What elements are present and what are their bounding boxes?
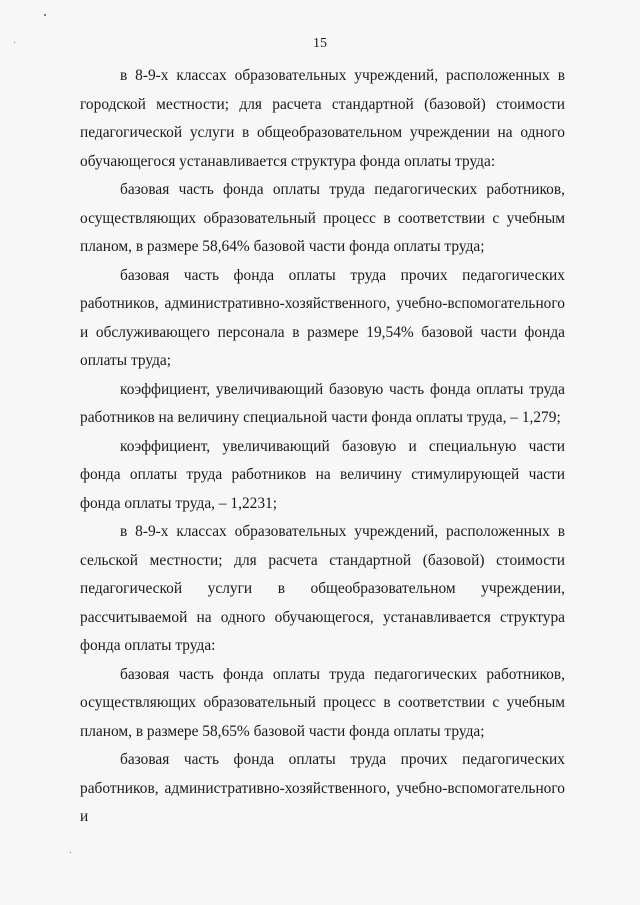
scan-speck [70, 852, 71, 853]
paragraph: базовая часть фонда оплаты труда педагогических работников, осуществляющих образовательный процесс в соответствии с учебным планом, в размере 58,64% базовой части фонда оплаты труда; [80, 181, 565, 255]
paragraph: в 8-9-х классах образовательных учреждений, расположенных в сельской местности; для расчета стандартной (базовой) стоимости педагогической услуги в общеобразовательном учреждении, рассчитываемой на одного обучающегося, устанавливается структура фонда оплаты труда: [80, 523, 565, 654]
paragraph: коэффициент, увеличивающий базовую и специальную части фонда оплаты труда работников на величину стимулирующей части фонда оплаты труда, – 1,2231; [80, 437, 565, 512]
page-number: 15 [313, 36, 327, 51]
document-body [80, 62, 565, 832]
scan-speck [44, 14, 46, 16]
paragraph: в 8-9-х классах образовательных учреждений, расположенных в городской местности; для расчета стандартной (базовой) стоимости педагогической услуги в общеобразовательном учреждении на одного обучающегося устанавливается структура фонда оплаты труда: [80, 67, 565, 170]
paragraph: базовая часть фонда оплаты труда прочих педагогических работников, административно-хозяйственного, учебно-вспомогательного и обслуживающего персонала в размере 19,54% базовой части фонда оплаты труда; [80, 266, 565, 369]
paragraph: базовая часть фонда оплаты труда прочих педагогических работников, административно-хозяйственного, учебно-вспомогательного и [80, 751, 565, 825]
paragraph: базовая часть фонда оплаты труда педагогических работников, осуществляющих образовательный процесс в соответствии с учебным планом, в размере 58,65% базовой части фонда оплаты труда; [80, 665, 565, 740]
paragraph: коэффициент, увеличивающий базовую часть фонда оплаты труда работников на величину специальной части фонда оплаты труда, – 1,279; [80, 380, 565, 426]
